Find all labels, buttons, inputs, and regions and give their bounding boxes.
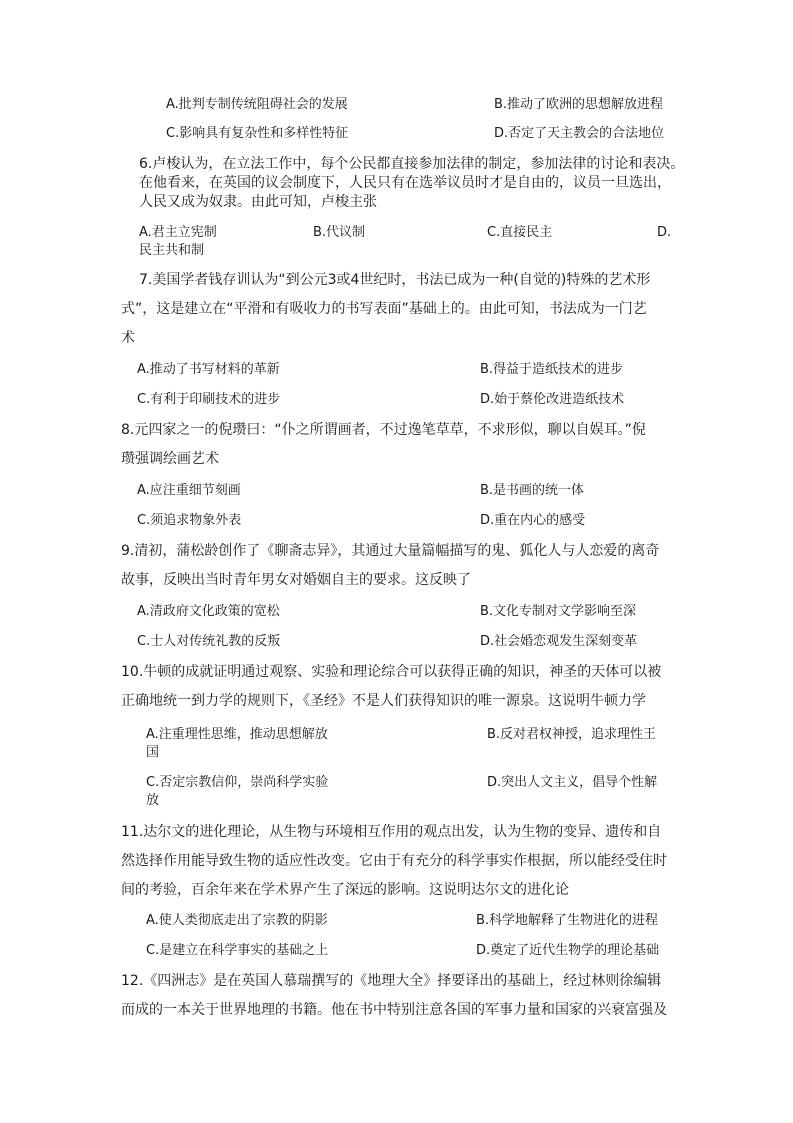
q9-stem-line-1: 9.清初，蒲松龄创作了《聊斋志异》，其通过大量篇幅描写的鬼、狐化人与人恋爱的离奇 [121,543,660,559]
q11-stem-line-1: 11.达尔文的进化理论，从生物与环境相互作用的观点出发，认为生物的变异、遗传和自 [121,824,662,840]
q9-option-b: B.文化专制对文学影响至深 [480,604,637,619]
q8-stem-line-1: 8.元四家之一的倪瓒曰：“仆之所谓画者，不过逸笔草草，不求形似，聊以自娱耳。”倪 [121,422,646,438]
q11-option-c: C.是建立在科学事实的基础之上 [146,943,329,958]
q10-option-b-wrap: 国 [146,745,160,760]
q7-option-d: D.始于蔡伦改进造纸技术 [480,392,625,407]
q7-stem-line-1: 7.美国学者钱存训认为“到公元3或4世纪时，书法已成为一种(自觉的)特殊的艺术形 [139,272,651,288]
q10-stem-line-1: 10.牛顿的成就证明通过观察、实验和理论综合可以获得正确的知识，神圣的天体可以被 [121,664,662,680]
q10-option-c: C.否定宗教信仰，崇尚科学实验 [146,775,329,790]
q6-stem-line-2: 在他看来，在英国的议会制度下，人民只有在选举议员时才是自由的，议员一旦选出， [139,175,671,191]
q10-option-d-wrap: 放 [146,793,160,808]
q11-stem-line-3: 间的考验，百余年来在学术界产生了深远的影响。这说明达尔文的进化论 [121,882,569,898]
q7-stem-line-2: 式”，这是建立在“平滑和有吸收力的书写表面”基础上的。由此可知，书法成为一门艺 [121,301,647,317]
q7-option-a: A.推动了书写材料的革新 [137,362,280,377]
q10-option-b: B.反对君权神授，追求理性王 [487,727,657,742]
q7-option-c: C.有利于印刷技术的进步 [137,392,281,407]
q7-option-b: B.得益于造纸技术的进步 [480,362,624,377]
q11-option-b: B.科学地解释了生物进化的进程 [476,913,659,928]
q7-stem-line-3: 术 [121,330,135,346]
q5-option-c: C.影响具有复杂性和多样性特征 [166,126,349,141]
q6-option-a: A.君主立宪制 [139,225,217,240]
q12-stem-line-2: 而成的一本关于世界地理的书籍。他在书中特别注意各国的军事力量和国家的兴衰富强及 [121,1002,667,1018]
q10-option-d: D.突出人文主义，倡导个性解 [487,775,658,790]
q8-option-c: C.须追求物象外表 [137,513,242,528]
q11-option-a: A.使人类彻底走出了宗教的阴影 [146,913,328,928]
q6-stem-line-1: 6.卢梭认为，在立法工作中，每个公民都直接参加法律的制定，参加法律的讨论和表决。 [139,156,685,172]
q6-option-c: C.直接民主 [487,225,553,240]
q5-option-d: D.否定了天主教会的合法地位 [494,126,665,141]
q6-option-d-text: 民主共和制 [139,243,205,258]
q10-option-a: A.注重理性思维，推动思想解放 [146,727,328,742]
q6-option-b: B.代议制 [313,225,366,240]
q9-option-d: D.社会婚恋观发生深刻变革 [480,634,638,649]
q6-stem-line-3: 人民又成为奴隶。由此可知，卢梭主张 [139,194,377,210]
q5-option-a: A.批判专制传统阻碍社会的发展 [166,97,348,112]
q9-option-c: C.士人对传统礼教的反叛 [137,634,281,649]
q8-option-a: A.应注重细节刻画 [137,483,241,498]
q8-option-d: D.重在内心的感受 [480,513,586,528]
q9-stem-line-2: 故事，反映出当时青年男女对婚姻自主的要求。这反映了 [121,572,471,588]
q5-option-b: B.推动了欧洲的思想解放进程 [494,97,664,112]
q12-stem-line-1: 12.《四洲志》是在英国人慕瑞撰写的《地理大全》择要译出的基础上，经过林则徐编辑 [121,973,662,989]
q9-option-a: A.清政府文化政策的宽松 [137,604,280,619]
q8-stem-line-2: 瓒强调绘画艺术 [121,451,219,467]
q6-option-d-letter: D. [657,225,672,240]
q11-stem-line-2: 然选择作用能导致生物的适应性改变。它由于有充分的科学事实作根据，所以能经受住时 [121,853,667,869]
q10-stem-line-2: 正确地统一到力学的规则下，《圣经》不是人们获得知识的唯一源泉。这说明牛顿力学 [121,693,646,709]
q8-option-b: B.是书画的统一体 [480,483,585,498]
q11-option-d: D.奠定了近代生物学的理论基础 [476,943,660,958]
